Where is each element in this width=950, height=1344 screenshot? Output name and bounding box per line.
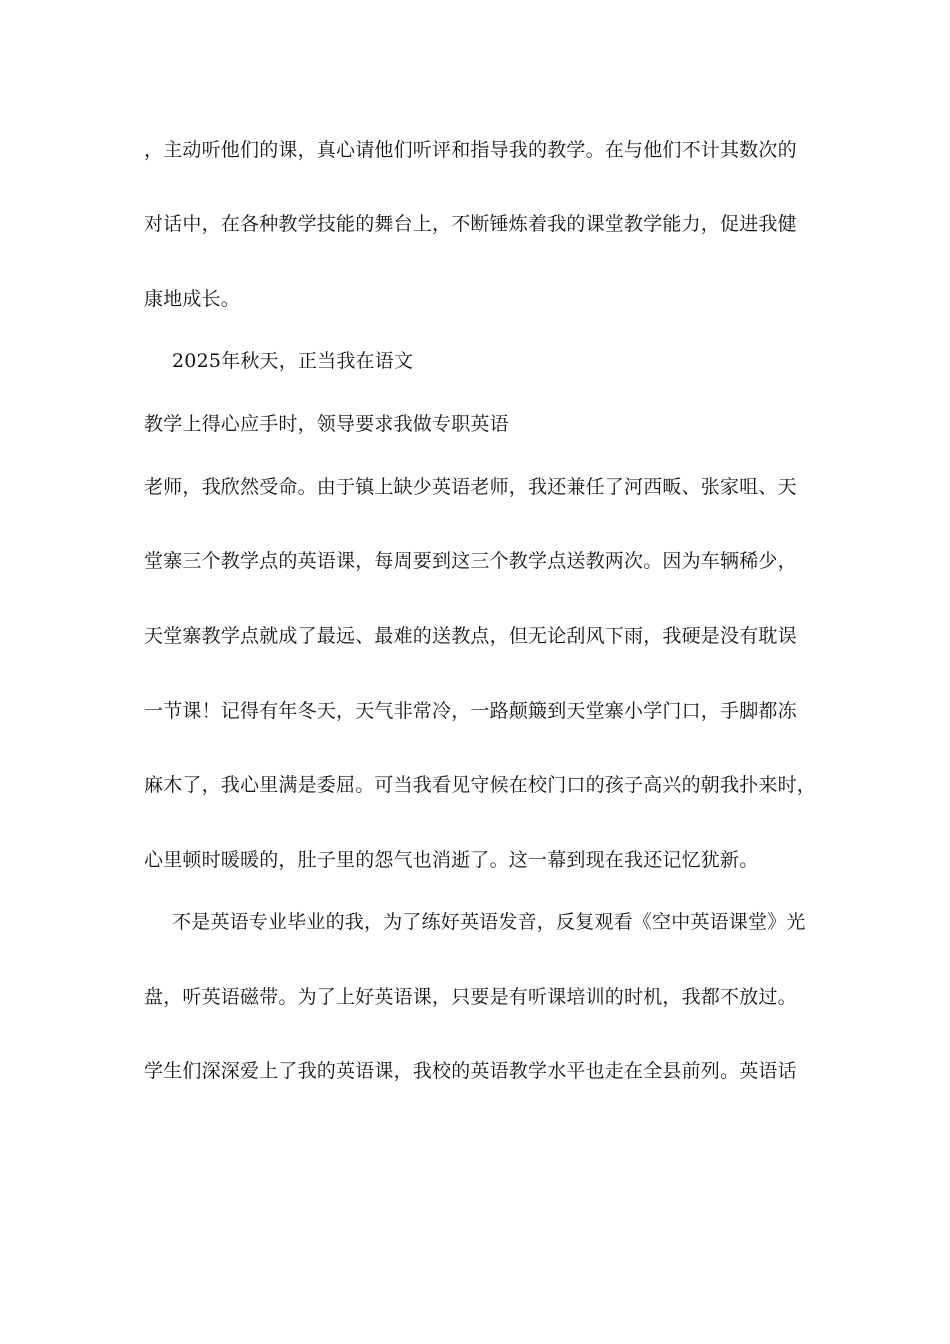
text-line: 不是英语专业毕业的我，为了练好英语发音，反复观看《空中英语课堂》光 [172, 911, 806, 933]
text-line: 对话中，在各种教学技能的舞台上，不断锤炼着我的课堂教学能力，促进我健 [144, 213, 797, 235]
text-line: 老师，我欣然受命。由于镇上缺少英语老师，我还兼任了河西畈、张家咀、天 [144, 476, 797, 498]
text-line: 天堂寨教学点就成了最远、最难的送教点，但无论刮风下雨，我硬是没有耽误 [144, 625, 797, 647]
year-text: 2025 [172, 350, 222, 372]
text-line: 学生们深深爱上了我的英语课，我校的英语教学水平也走在全县前列。英语话 [144, 1060, 797, 1082]
text-line: 麻木了，我心里满是委屈。可当我看见守候在校门口的孩子高兴的朝我扑来时， [144, 774, 817, 796]
text-line [172, 349, 842, 373]
text-line: 一节课！记得有年冬天，天气非常冷，一路颠簸到天堂寨小学门口，手脚都冻 [144, 700, 797, 722]
text-line: 堂寨三个教学点的英语课，每周要到这三个教学点送教两次。因为车辆稀少， [144, 550, 797, 572]
text-fragment: 年秋天，正当我在语文 [221, 350, 414, 372]
text-line: 康地成长。 [144, 288, 241, 310]
text-line: 教学上得心应手时，领导要求我做专职英语 [144, 413, 509, 435]
text-line: 盘，听英语磁带。为了上好英语课，只要是有听课培训的时机，我都不放过。 [144, 986, 797, 1008]
text-line: 心里顿时暖暖的，肚子里的怨气也消逝了。这一幕到现在我还记忆犹新。 [144, 849, 759, 871]
text-line: ，主动听他们的课，真心请他们听评和指导我的教学。在与他们不计其数次的 [144, 139, 797, 161]
